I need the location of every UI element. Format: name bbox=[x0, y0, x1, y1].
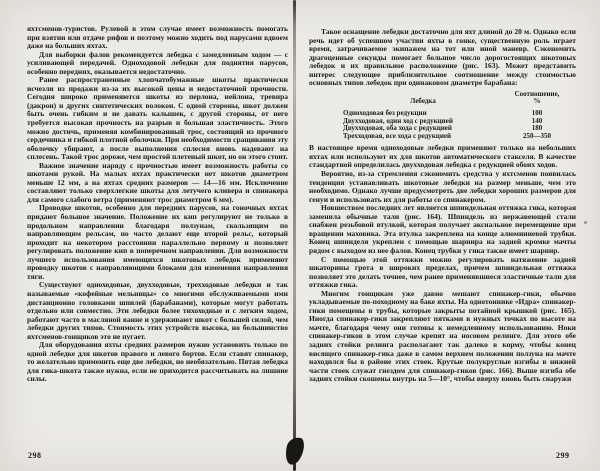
ink-smudge bbox=[283, 436, 305, 467]
table-header-ratio-line1: Соотношение, bbox=[514, 89, 560, 98]
paragraph: Такое оснащение лебедки достаточно для яхт длиной до 20 м. Однако если речь идет об успешном участии яхты в гонке, существенную роль играет время, затрачиваемое экипажем на тот или иной маневр. Сэкономить драгоценные секунды помогает большое число дорогостоящих шкотовых лебедок и их правильное расположение (рис. 163). Может представить интерес следующее приблизительное соотношение между стоимостью основных типов лебедок при одинаковом диаметре барабана: bbox=[309, 27, 576, 88]
paragraph: Ранее распространенные хлопчатобумажные шкоты практически исчезли из продажи из-за их высокой цены и недостаточной прочности. Сегодня широко применяются шкоты из перлона, нейлона, тревира (дакрон) и других синтетических волокон. С одной стороны, шкот должен быть очень гибким и не давать калышек, с другой стороны, от него требуется высокая прочность на разрыв и большая эластичность. Этого можно достичь, применяя комбинированный трос, состоящий из прочного сердечника и гибкой плотной оболочки. При необходимости сращивания эту оболочку убирают, а после выполнения сплесня вновь надевают на сплесень. Такой трос дороже, чем простой плетеный шкот, но он этого стоит. bbox=[27, 75, 288, 162]
winch-cost-table bbox=[341, 91, 569, 141]
paragraph: яхтсменов-туристов. Рулевой в этом случае имеет возможность помогать при взятии или отдаче рифов и поэтому можно ходить под парусами вдвоем даже на больших яхтах. bbox=[27, 24, 288, 51]
paragraph: В настоящее время одноходовые лебедки применяют только на небольших яхтах или используют их для шкотов автоматического стакселя. В качестве стандартной определилась двухходовая лебедка с редукцией обоих ходов. bbox=[309, 143, 576, 170]
table-cell-value: 250—350 bbox=[523, 131, 551, 140]
page-right bbox=[309, 28, 576, 384]
paragraph: Существуют одноходовые, двухходовые, трехходовые лебедки и так называемые «кофейные мельницы» со многими обслуживаемыми ими дистанционно головками шпилей (барабанами), которые могут работать отдельно или совместно. Эти лебедки более тихоходные и с легким ходом, работают часто в масляной ванне и удерживают шкот с большей силой, чем лебедки других типов. Стоимость этих устройств высока, но большинство яхтсменов-гонщиков это не пугает. bbox=[27, 280, 288, 341]
page-number-left: 298 bbox=[28, 451, 42, 460]
table-header-ratio-line2: % bbox=[533, 97, 541, 106]
table-cell-value: 180 bbox=[531, 124, 543, 133]
table-header-row bbox=[341, 91, 569, 106]
table-cell-label: Двухходовая, один ход с редукцией bbox=[343, 116, 453, 125]
table-cell-label: Одноходовая без редукции bbox=[343, 109, 427, 118]
paragraph: Многим гонщикам уже давно мешают спинакер-гики, обычно укладываемые по-походному на баке яхты. На однотоннике «Идра» спинакер-гики помещены в трубы, которые закрыты потайной крышкой (рис. 165). Иногда спинакер-гики закрепляют пятками в нужных точках по высоте на мачте, благодаря чему они готовы к немедленному использованию. Ноки спинакер-гиков в этом случае крепят на носовом релинге. Для этого обе задних стойки релинга располагают так далеко в корму, чтобы конец висящего спинакер-гика даже в самом верхнем положении ползуна на мачте находился бы в районе этих стоек. Крутые полукруглые изгибы в нижней части стоек служат гнездом для спинакер-гиков (рис. 166). Выше изгиба обе задних стойки скошены внутрь на 5—10°, чтобы вверху вновь быть снаружи bbox=[309, 288, 576, 384]
table-cell-label: Трехходовая, все хода с редукцией bbox=[343, 131, 452, 140]
table-cell-value: 100 bbox=[531, 109, 543, 118]
page-left bbox=[27, 25, 288, 384]
paragraph: Вероятно, из-за стремления сэкономить средства у яхтсменов появилась тенденция устанавливать шкотовые лебедки на размер меньше, чем это необходимо. Однако лучше предусмотреть две лебедки хороших размеров для генуи и использовать их для работы со спинакером. bbox=[309, 169, 576, 204]
paragraph: Для оборудования яхты средних размеров нужно установить только по одной лебедке для шкотов правого и левого бортов. Если ставят спинакер, то желательно применить еще две лебедки, но необязательно. Пятая лебедка для гика-шкота также нужна, если не приходится рассчитывать на лишние силы. bbox=[27, 340, 288, 384]
page-number-right: 299 bbox=[556, 451, 570, 460]
table-row bbox=[341, 133, 569, 141]
table-header-ratio bbox=[505, 91, 569, 106]
scan-speck bbox=[584, 221, 587, 224]
book-gutter-shadow bbox=[293, 0, 296, 471]
table-cell-label: Двухходовая, оба хода с редукцией bbox=[343, 124, 452, 133]
table-header-winch: Лебедка bbox=[410, 97, 436, 106]
paragraph: Новшеством последних лет является шпиндельная оттяжка гика, которая заменила обычные тали (рис. 164). Шпиндель из нержавеющей стали снабжен резьбовой втулкой, которая получает аксиальное перемещение при вращении маховика. Эта втулка закреплена на конце алюминиевой трубки. Конец шпинделя укреплен с помощью шарнира на задней кромке мачты рядом с выходом из нее фалов. Конец трубки у гика также имеет шарнир. bbox=[309, 203, 576, 255]
paragraph: Важное значение наряду с прочностью имеет возможность работы со шкотами рукой. На малых яхтах практически нет шкотов диаметром меньше 12 мм, а на яхтах средних размеров — 14—16 мм. Исключение составляют только сверхлегкие шкоты для летучего кливера и спинакера для самого слабого ветра (применяют трос диаметром 6 мм). bbox=[27, 160, 288, 204]
table-cell-value: 140 bbox=[531, 116, 543, 125]
paragraph: Проводке шкотов, особенно для передних парусов, на гоночных яхтах придают большое значение. Положение их кип регулируют не только в продольном направлении благодаря ползунам, скользящим по направляющим рельсам, но часто делают еще второй рельс, который проходит на некотором расстоянии параллельно первому и позволяет регулировать положение кип в поперечном направлении. Для возможности лучшего использования имеющихся шкотовых лебедок применяют проводку шкотов с направляющими блоками для изменения направления тяги. bbox=[27, 203, 288, 281]
paragraph: Для выборки фалов рекомендуется лебедка с замедленным ходом — с усиливающей передачей. Одноходовой лебедки для поднятия парусов, особенно передних, оказывается недостаточно. bbox=[27, 49, 288, 76]
paragraph: С помощью этой оттяжки можно регулировать натяжение задней шкаторины грота в широких пределах, причем шпиндельная оттяжка позволяет это делать точнее, чем ранее применявшиеся эластичные тали для оттяжки гика. bbox=[309, 254, 576, 290]
